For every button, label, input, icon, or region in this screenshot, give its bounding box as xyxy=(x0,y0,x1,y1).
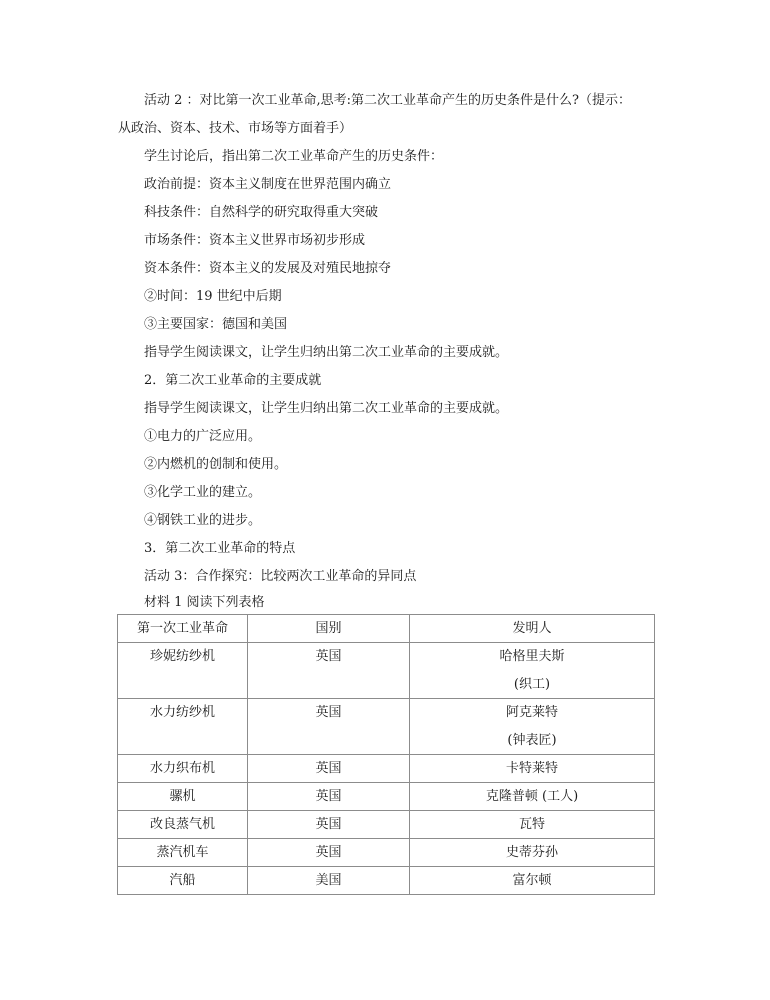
list-item-steel-industry: ④钢铁工业的进步。 xyxy=(144,513,262,528)
cell-country: 英国 xyxy=(248,699,410,755)
table-row xyxy=(118,867,655,895)
cell-country: 英国 xyxy=(248,811,410,839)
paragraph-political-condition: 政治前提：资本主义制度在世界范围内确立 xyxy=(144,177,392,192)
section-heading-achievements: 2．第二次工业革命的主要成就 xyxy=(144,373,322,388)
inventor-occupation: (织工) xyxy=(513,677,551,692)
cell-country: 英国 xyxy=(248,755,410,783)
cell-invention: 水力织布机 xyxy=(118,755,248,783)
cell-country: 英国 xyxy=(248,783,410,811)
cell-invention: 水力纺纱机 xyxy=(118,699,248,755)
cell-country: 美国 xyxy=(248,867,410,895)
list-item-combustion-engine: ②内燃机的创制和使用。 xyxy=(144,457,288,472)
table-row xyxy=(118,783,655,811)
paragraph-material-1: 材料 1 阅读下列表格 xyxy=(144,595,265,610)
paragraph-guide-reading-2: 指导学生阅读课文，让学生归纳出第二次工业革命的主要成就。 xyxy=(144,401,509,416)
paragraph-science-condition: 科技条件：自然科学的研究取得重大突破 xyxy=(144,205,379,220)
table-row xyxy=(118,643,655,699)
table-row xyxy=(118,699,655,755)
paragraph-capital-condition: 资本条件：资本主义的发展及对殖民地掠夺 xyxy=(144,261,392,276)
cell-invention: 蒸汽机车 xyxy=(118,839,248,867)
inventor-occupation: (钟表匠) xyxy=(507,733,557,748)
table-row xyxy=(118,811,655,839)
cell-inventor: 富尔顿 xyxy=(410,867,655,895)
cell-inventor xyxy=(410,699,655,755)
inventor-name: 阿克莱特 xyxy=(505,705,558,720)
cell-inventor xyxy=(410,643,655,699)
cell-invention: 汽船 xyxy=(118,867,248,895)
section-heading-features: 3．第二次工业革命的特点 xyxy=(144,541,296,556)
column-header-country: 国别 xyxy=(248,615,410,643)
table-row xyxy=(118,755,655,783)
cell-invention: 珍妮纺纱机 xyxy=(118,643,248,699)
cell-invention: 骡机 xyxy=(118,783,248,811)
paragraph-activity-2-continued: 从政治、资本、技术、市场等方面着手） xyxy=(118,121,353,136)
cell-invention: 改良蒸气机 xyxy=(118,811,248,839)
cell-inventor: 克隆普顿 (工人) xyxy=(410,783,655,811)
inventions-table xyxy=(117,614,655,895)
table-row xyxy=(118,839,655,867)
cell-inventor: 史蒂芬孙 xyxy=(410,839,655,867)
column-header-invention: 第一次工业革命 xyxy=(118,615,248,643)
paragraph-activity-3: 活动 3：合作探究：比较两次工业革命的异同点 xyxy=(144,569,417,584)
cell-country: 英国 xyxy=(248,839,410,867)
paragraph-market-condition: 市场条件：资本主义世界市场初步形成 xyxy=(144,233,366,248)
list-item-chemical-industry: ③化学工业的建立。 xyxy=(144,485,262,500)
paragraph-time: ②时间：19 世纪中后期 xyxy=(144,289,282,304)
cell-country: 英国 xyxy=(248,643,410,699)
list-item-electricity: ①电力的广泛应用。 xyxy=(144,429,262,444)
paragraph-countries: ③主要国家：德国和美国 xyxy=(144,317,288,332)
inventor-name: 哈格里夫斯 xyxy=(499,649,565,664)
paragraph-activity-2: 活动 2 ：对比第一次工业革命,思考:第二次工业革命产生的历史条件是什么?（提示： xyxy=(144,93,632,108)
column-header-inventor: 发明人 xyxy=(410,615,655,643)
cell-inventor: 卡特莱特 xyxy=(410,755,655,783)
cell-inventor: 瓦特 xyxy=(410,811,655,839)
paragraph-guide-reading: 指导学生阅读课文，让学生归纳出第二次工业革命的主要成就。 xyxy=(144,345,509,360)
table-header-row xyxy=(118,615,655,643)
paragraph-discussion: 学生讨论后，指出第二次工业革命产生的历史条件： xyxy=(144,149,444,164)
